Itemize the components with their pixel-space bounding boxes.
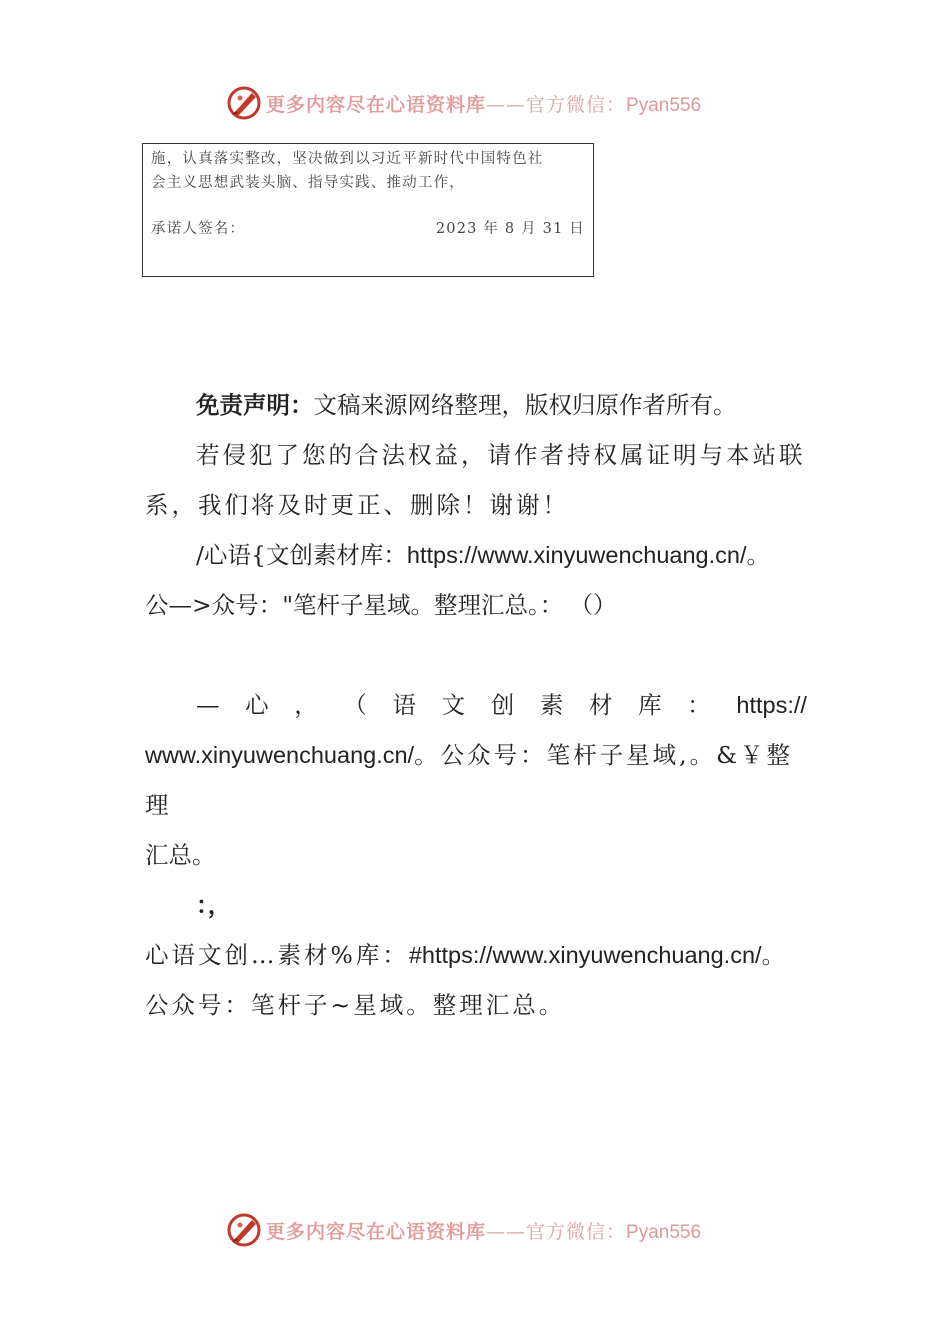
source-end: 。 (746, 541, 771, 569)
pledge-line-1: 施，认真落实整改，坚决做到以习近平新时代中国特色社 (151, 151, 544, 167)
pledge-date: 2023 年 8 月 31 日 (435, 221, 585, 237)
signature-row (151, 217, 585, 241)
spread-char: ， (294, 691, 318, 719)
spread-char: （ (343, 691, 367, 719)
disclaimer-line-2: 若侵犯了您的合法权益，请作者持权属证明与本站联 (196, 441, 806, 469)
banner-main: 更多内容尽在心语资料库 (266, 1220, 487, 1243)
source-paragraph (145, 530, 807, 580)
spread-char: ： (687, 691, 711, 719)
source-label: /心语{文创素材库： (196, 541, 407, 569)
pledge-line-2: 会主义思想武装头脑、指导实践、推动工作， (151, 175, 465, 191)
banner-main: 更多内容尽在心语资料库 (266, 93, 487, 116)
spread-line (145, 680, 807, 730)
disclaimer-line-3: 系，我们将及时更正、删除！谢谢！ (145, 491, 569, 519)
banner-official: 官方微信： (526, 1220, 627, 1243)
pen-logo-icon (226, 1212, 262, 1248)
pen-logo-icon (226, 85, 262, 121)
banner-dash: —— (486, 93, 527, 116)
banner-wechat: Pyan556 (626, 1221, 702, 1243)
xinyu-end: 。 (761, 941, 786, 969)
footer-banner (226, 1210, 746, 1250)
punct-line: ：， (196, 892, 232, 918)
spread-char: 材 (589, 691, 613, 719)
spread-char: 素 (539, 691, 564, 719)
pledge-box (142, 143, 594, 277)
banner-official: 官方微信： (526, 93, 627, 116)
disclaimer-text-1: 文稿来源网络整理，版权归原作者所有。 (313, 391, 737, 419)
spread-char: 库 (638, 691, 662, 719)
spread-url-start[interactable]: https:// (736, 692, 807, 718)
source-paragraph-line-2 (145, 580, 807, 630)
source-url[interactable]: https://www.xinyuwenchuang.cn/ (406, 542, 747, 568)
url-continued[interactable]: www.xinyuwenchuang.cn/ (145, 742, 415, 768)
spread-char: 语 (392, 691, 416, 719)
spread-char: — (196, 691, 220, 719)
disclaimer-heading: 免责声明： (196, 392, 314, 418)
xinyu-line (145, 930, 807, 980)
source-parens: （） (581, 591, 617, 619)
xinyu-label: 心语文创…素材%库： (145, 941, 409, 969)
public-account-line: 公众号：笔杆子~星域。整理汇总。 (145, 991, 566, 1019)
banner-text (266, 90, 701, 117)
banner-dash: —— (486, 1220, 527, 1243)
disclaimer-section (145, 380, 807, 1030)
spread-char: 文 (441, 691, 466, 719)
spread-char: 心 (245, 691, 269, 719)
header-banner (226, 83, 746, 123)
banner-text (266, 1217, 701, 1244)
spacer (145, 630, 807, 680)
banner-wechat: Pyan556 (626, 94, 702, 116)
source-public-account: 公—>众号："笔杆子星域。整理汇总。： (145, 591, 564, 619)
spread-char: 创 (490, 691, 515, 719)
url-line-text: 。公众号：笔杆子星域,。&￥整理 (145, 741, 793, 819)
summary-line: 汇总。 (145, 841, 216, 869)
url-line (145, 730, 807, 830)
signer-label: 承诺人签名： (151, 221, 246, 237)
xinyu-url[interactable]: #https://www.xinyuwenchuang.cn/ (408, 942, 762, 968)
disclaimer-line-1 (145, 380, 807, 430)
